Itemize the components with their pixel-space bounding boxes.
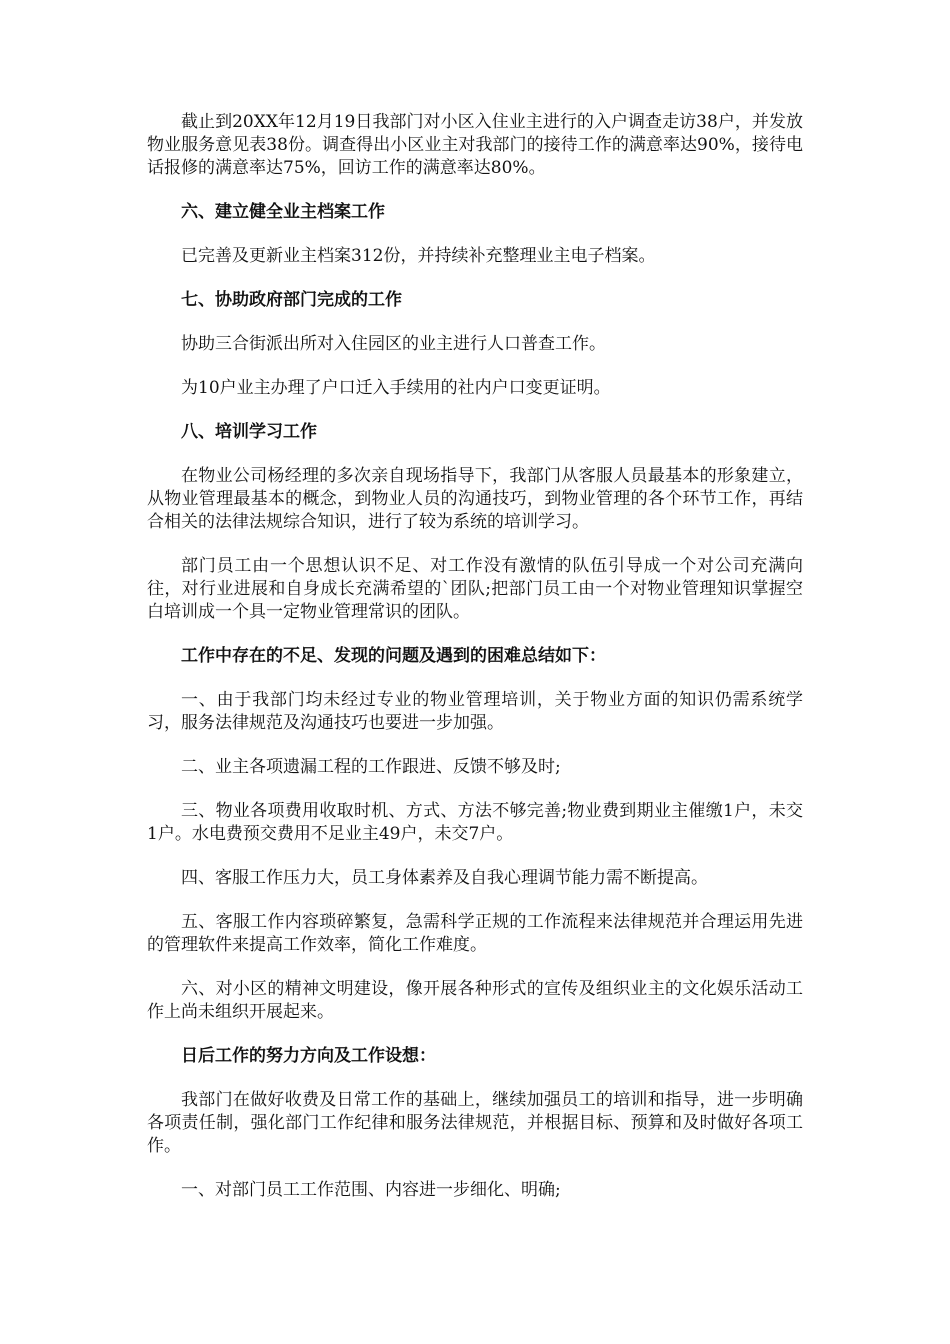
paragraph-household-certificates: 为10户业主办理了户口迁入手续用的社内户口变更证明。 [181, 378, 611, 398]
paragraph-team-growth: 部门员工由一个思想认识不足、对工作没有激情的队伍引导成一个对公司充满向往，对行业进展和自身成长充满希望的`团队;把部门员工由一个对物业管理知识掌握空白培训成一个具一定物业管理常识的团队。 [147, 556, 803, 622]
section-heading-problems: 工作中存在的不足、发现的问题及遇到的困难总结如下： [181, 646, 606, 666]
section-heading-training: 八、培训学习工作 [181, 422, 317, 442]
paragraph-training-guidance: 在物业公司杨经理的多次亲自现场指导下，我部门从客服人员最基本的形象建立，从物业管理最基本的概念，到物业人员的沟通技巧，到物业管理的各个环节工作，再结合相关的法律法规综合知识，进行了较为系统的培训学习。 [147, 466, 803, 532]
section-heading-government-assist: 七、协助政府部门完成的工作 [181, 290, 402, 310]
paragraph-future-overview: 我部门在做好收费及日常工作的基础上，继续加强员工的培训和指导，进一步明确各项责任制，强化部门工作纪律和服务法律规范，并根据目标、预算和及时做好各项工作。 [147, 1090, 803, 1156]
paragraph-problem-3: 三、物业各项费用收取时机、方式、方法不够完善;物业费到期业主催缴1户，未交1户。水电费预交费用不足业主49户，未交7户。 [147, 801, 803, 844]
paragraph-future-item-1: 一、对部门员工工作范围、内容进一步细化、明确; [181, 1180, 561, 1200]
paragraph-problem-2: 二、业主各项遗漏工程的工作跟进、反馈不够及时; [181, 757, 561, 777]
paragraph-census-assist: 协助三合街派出所对入住园区的业主进行人口普查工作。 [181, 334, 606, 354]
paragraph-owner-archives: 已完善及更新业主档案312份，并持续补充整理业主电子档案。 [181, 246, 656, 266]
section-heading-owner-archives: 六、建立健全业主档案工作 [181, 202, 385, 222]
paragraph-problem-5: 五、客服工作内容琐碎繁复，急需科学正规的工作流程来法律规范并合理运用先进的管理软件来提高工作效率，简化工作难度。 [147, 912, 803, 955]
paragraph-problem-6: 六、对小区的精神文明建设，像开展各种形式的宣传及组织业主的文化娱乐活动工作上尚未组织开展起来。 [147, 979, 803, 1022]
paragraph-problem-1: 一、由于我部门均未经过专业的物业管理培训，关于物业方面的知识仍需系统学习，服务法律规范及沟通技巧也要进一步加强。 [147, 690, 803, 733]
document-page [147, 111, 803, 1223]
paragraph-survey-results: 截止到20XX年12月19日我部门对小区入住业主进行的入户调查走访38户，并发放物业服务意见表38份。调查得出小区业主对我部门的接待工作的满意率达90%，接待电话报修的满意率达75%，回访工作的满意率达80%。 [147, 112, 803, 178]
paragraph-problem-4: 四、客服工作压力大，员工身体素养及自我心理调节能力需不断提高。 [181, 868, 708, 888]
section-heading-future-plans: 日后工作的努力方向及工作设想： [181, 1046, 436, 1066]
